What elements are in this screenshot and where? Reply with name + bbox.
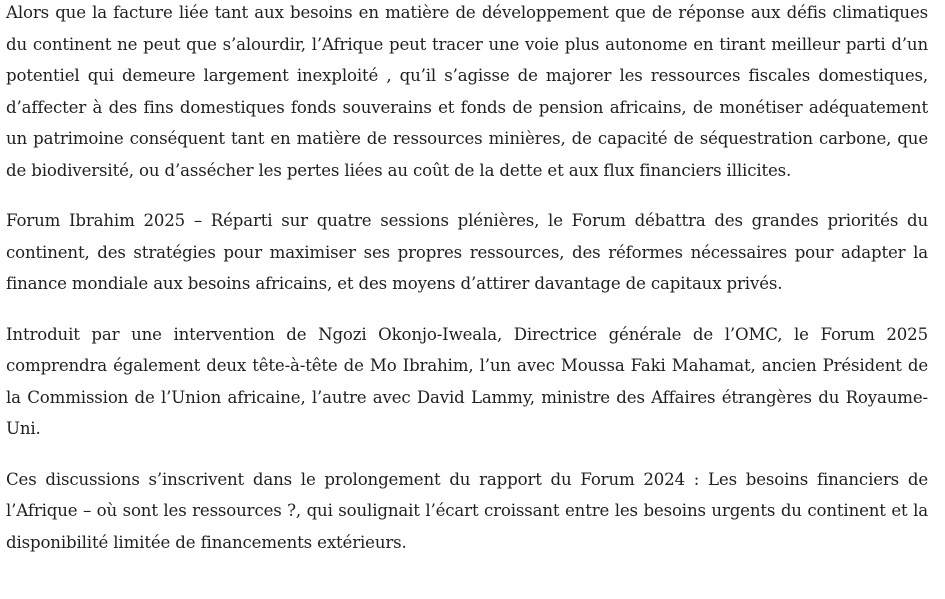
paragraph-speakers: Introduit par une intervention de Ngozi Okonjo-Iweala, Directrice générale de l’OMC, le Forum 2025 comprendra également deux tête-à-tête de Mo Ibrahim, l’un avec Moussa Faki Mahamat, ancien Président de la Commission de l’Union africaine, l’autre avec David Lammy, ministre des Affaires étrangères du Royaume-Uni. <box>6 324 928 438</box>
paragraph-report: Ces discussions s’inscrivent dans le prolongement du rapport du Forum 2024 : Les besoins financiers de l’Afrique – où sont les ressources ?, qui soulignait l’écart croissant entre les besoins urgents du continent et la disponibilité limitée de financements extérieurs. <box>6 469 928 552</box>
paragraph-forum-sessions: Forum Ibrahim 2025 – Réparti sur quatre sessions plénières, le Forum débattra des grandes priorités du continent, des stratégies pour maximiser ses propres ressources, des réformes nécessaires pour adapter la finance mondiale aux besoins africains, et des moyens d’attirer davantage de capitaux privés. <box>6 211 928 293</box>
paragraph-intro: Alors que la facture liée tant aux besoins en matière de développement que de réponse aux défis climatiques du continent ne peut que s’alourdir, l’Afrique peut tracer une voie plus autonome en tirant meilleur parti d’un potentiel qui demeure largement inexploité , qu’il s’agisse de majorer les ressources fiscales domestiques, d’affecter à des fins domestiques fonds souverains et fonds de pension africains, de monétiser adéquatement un patrimoine conséquent tant en matière de ressources minières, de capacité de séquestration carbone, que de biodiversité, ou d’assécher les pertes liées au coût de la dette et aux flux financiers illicites. <box>6 3 928 180</box>
article-body <box>6 0 928 558</box>
